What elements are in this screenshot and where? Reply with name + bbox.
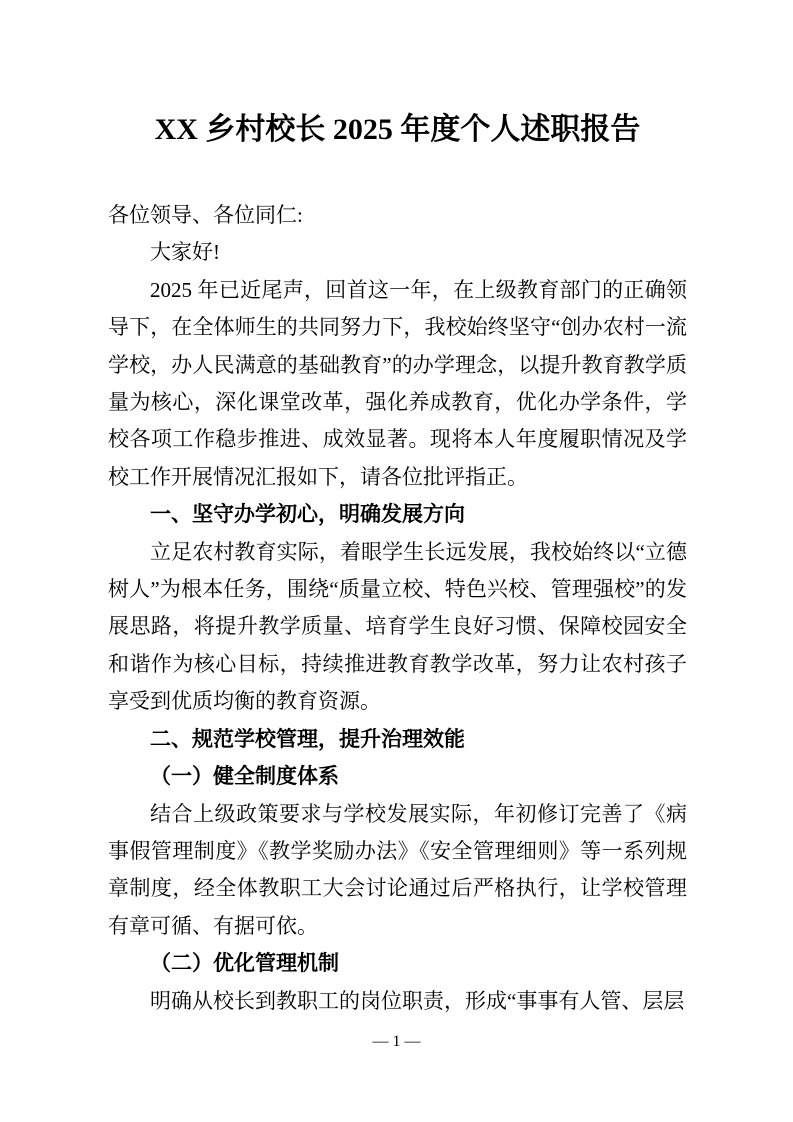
section-1-heading: 一、坚守办学初心，明确发展方向	[150, 503, 465, 527]
salutation-line: 各位领导、各位同仁:	[108, 203, 303, 227]
greeting-paragraph: 大家好!	[150, 240, 220, 265]
section-2-sub-2-heading: （二）优化管理机制	[150, 951, 339, 976]
intro-paragraph: 2025 年已近尾声，回首这一年，在上级教育部门的正确领导下，在全体师生的共同努力下，我校始终坚守“创办农村一流学校，办人民满意的基础教育”的办学理念，以提升教育教学质量为核心，深化课堂改革，强化养成教育，优化办学条件，学校各项工作稳步推进、成效显著。现将本人年度履职情况及学校工作开展情况汇报如下，请各位批评指正。	[108, 277, 687, 489]
page-footer: — 1 —	[372, 1033, 421, 1050]
section-2-sub-2-paragraph: 明确从校长到教职工的岗位职责，形成“事事有人管、层层	[150, 988, 685, 1013]
section-2-sub-1-heading: （一）健全制度体系	[150, 764, 339, 789]
section-2-sub-1-paragraph: 结合上级政策要求与学校发展实际，年初修订完善了《病事假管理制度》《教学奖励办法》《安全管理细则》等一系列规章制度，经全体教职工大会讨论通过后严格执行，让学校管理有章可循、有据可依。	[108, 801, 687, 938]
section-2-heading: 二、规范学校管理，提升治理效能	[150, 727, 465, 751]
document-title: XX 乡村校长 2025 年度个人述职报告	[154, 113, 641, 146]
section-1-paragraph: 立足农村教育实际，着眼学生长远发展，我校始终以“立德树人”为根本任务，围绕“质量立校、特色兴校、管理强校”的发展思路，将提升教学质量、培育学生良好习惯、保障校园安全和谐作为核心目标，持续推进教育教学改革，努力让农村孩子享受到优质均衡的教育资源。	[108, 539, 687, 714]
